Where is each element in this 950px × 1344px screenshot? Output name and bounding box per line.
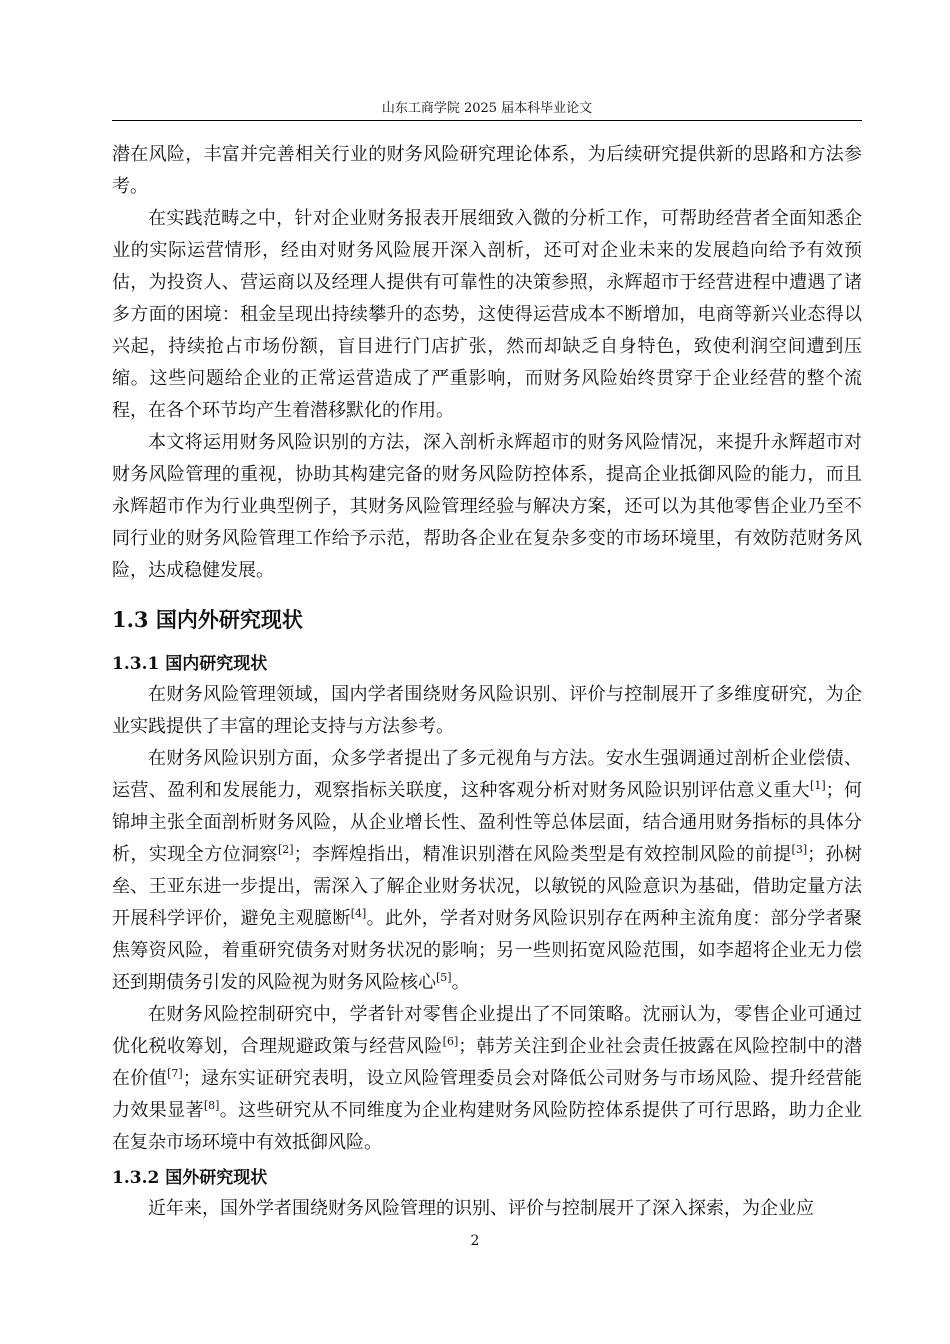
paragraph-domestic-intro: 在财务风险管理领域，国内学者围绕财务风险识别、评价与控制展开了多维度研究，为企业实践提供了丰富的理论支持与方法参考。 [112, 684, 862, 737]
citation-ref-7: [7] [167, 1067, 183, 1080]
paragraph-practice-significance: 在实践范畴之中，针对企业财务报表开展细致入微的分析工作，可帮助经营者全面知悉企业的实际运营情形，经由对财务风险展开深入剖析，还可对企业未来的发展趋向给予有效预估，为投资人、营运商以及经理人提供有可靠性的决策参照，永辉超市于经营进程中遭遇了诸多方面的困境：租金呈现出持续攀升的态势，这使得运营成本不断增加，电商等新兴业态得以兴起，持续抢占市场份额，盲目进行门店扩张，然而却缺乏自身特色，致使利润空间遭到压缩。这些问题给企业的正常运营造成了严重影响，而财务风险始终贯穿于企业经营的整个流程，在各个环节均产生着潜移默化的作用。 [112, 208, 862, 421]
header-rule [112, 120, 862, 121]
paragraph-continued: 潜在风险，丰富并完善相关行业的财务风险研究理论体系，为后续研究提供新的思路和方法参考。 [112, 144, 862, 197]
paragraph-foreign-intro: 近年来，国外学者围绕财务风险管理的识别、评价与控制展开了深入探索，为企业应 [148, 1198, 814, 1219]
text-span: ；何锦坤主张全面剖析财务风险，从企业增长性、盈利性等总体层面，结合通用财务指标的具体分析，实现全方位洞察 [112, 780, 863, 865]
citation-ref-2: [2] [277, 843, 294, 856]
citation-ref-8: [8] [203, 1099, 220, 1112]
running-header: 山东工商学院 2025 届本科毕业论文 [381, 101, 593, 116]
paragraph-research-purpose: 本文将运用财务风险识别的方法，深入剖析永辉超市的财务风险情况，来提升永辉超市对财务风险管理的重视，协助其构建完备的财务风险防控体系，提高企业抵御风险的能力，而且永辉超市作为行业典型例子，其财务风险管理经验与解决方案，还可以为其他零售企业乃至不同行业的财务风险管理工作给予示范，帮助各企业在复杂多变的市场环境里，有效防范财务风险，达成稳健发展。 [112, 432, 862, 581]
text-span: 。这些研究从不同维度为企业构建财务风险防控体系提供了可行思路，助力企业在复杂市场环境中有效抵御风险。 [112, 1100, 863, 1153]
text-span: 。此外，学者对财务风险识别存在两种主流角度：部分学者聚焦筹资风险，着重研究债务对财务状况的影响；另一些则拓宽风险范围，如李超将企业无力偿还到期债务引发的风险视为财务风险核心 [112, 908, 863, 993]
citation-ref-3: [3] [791, 843, 808, 856]
text-span: ；孙树垒、王亚东进一步提出，需深入了解企业财务状况，以敏锐的风险意识为基础，借助定量方法开展科学评价，避免主观臆断 [112, 844, 863, 929]
citation-ref-4: [4] [350, 907, 367, 920]
section-heading-1-3: 1.3 国内外研究现状 [112, 607, 303, 632]
citation-ref-5: [5] [436, 971, 452, 984]
subsection-heading-1-3-2: 1.3.2 国外研究现状 [112, 1168, 268, 1188]
page-number: 2 [470, 1233, 480, 1249]
text-span: ；韩芳关注到企业社会责任披露在风险控制中的潜在价值 [112, 1036, 863, 1089]
subsection-heading-1-3-1: 1.3.1 国内研究现状 [112, 654, 268, 674]
citation-ref-6: [6] [442, 1035, 459, 1048]
text-span: 。 [451, 972, 470, 993]
text-span: ；李辉煌指出，精准识别潜在风险类型是有效控制风险的前提 [293, 844, 792, 865]
citation-ref-1: [1] [810, 779, 826, 792]
paragraph-risk-control [112, 999, 862, 1159]
text-span: 在财务风险控制研究中，学者针对零售企业提出了不同策略。沈丽认为，零售企业可通过优化税收筹划，合理规避政策与经营风险 [112, 1004, 862, 1057]
text-span: 在财务风险识别方面，众多学者提出了多元视角与方法。安水生强调通过剖析企业偿债、运营、盈利和发展能力，观察指标关联度，这种客观分析对财务风险识别评估意义重大 [112, 748, 862, 801]
page-content [112, 139, 862, 1225]
text-span: ；逯东实证研究表明，设立风险管理委员会对降低公司财务与市场风险、提升经营能力效果显著 [112, 1068, 862, 1121]
paragraph-risk-identification [112, 743, 862, 999]
